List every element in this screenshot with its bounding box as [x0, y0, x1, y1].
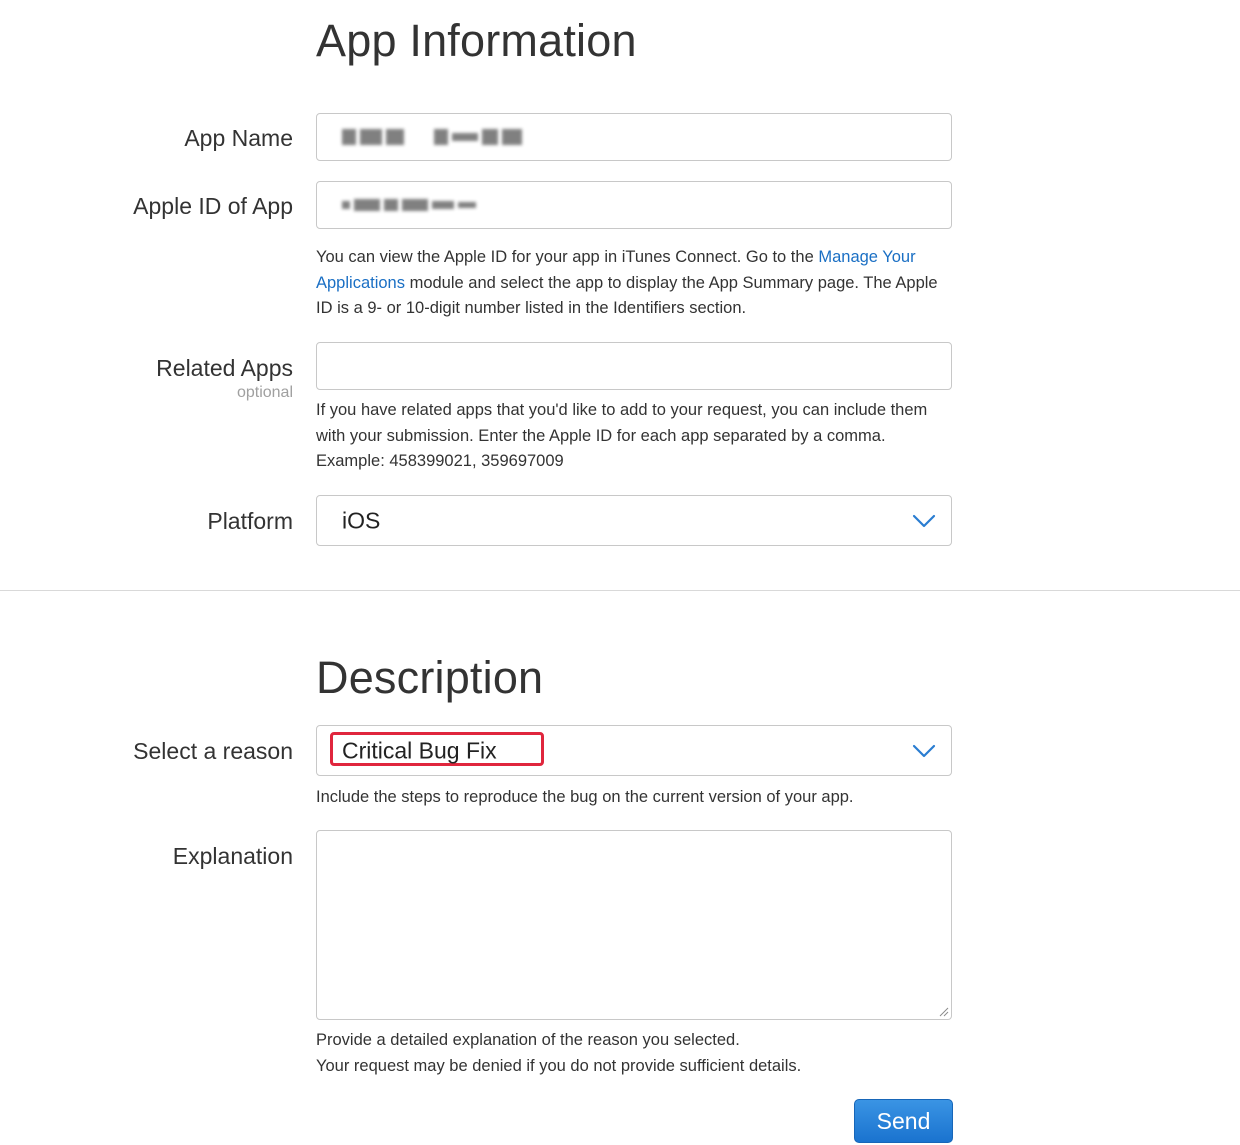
- related-apps-help-text: If you have related apps that you'd like to add to your request, you can include them with your submission. Enter the Apple ID for each app separated by a comma. Example: 458399021, 359697009: [316, 401, 928, 470]
- chevron-down-icon: [912, 514, 936, 528]
- reason-select[interactable]: [316, 725, 952, 776]
- explanation-help-line-2: Your request may be denied if you do not provide sufficient details.: [316, 1056, 802, 1075]
- apple-id-help-text: [316, 245, 952, 322]
- platform-label: Platform: [207, 508, 293, 534]
- related-apps-input[interactable]: [316, 342, 952, 390]
- select-reason-label: Select a reason: [133, 738, 293, 764]
- apple-id-input[interactable]: [316, 181, 952, 229]
- app-information-heading: App Information: [316, 15, 637, 66]
- description-heading: Description: [316, 652, 544, 703]
- platform-selected-value: iOS: [342, 507, 381, 533]
- apple-id-help-rest: module and select the app to display the App Summary page. The Apple ID is a 9- or 10-digit number listed in the Identifiers section.: [316, 273, 938, 317]
- explanation-help-text: [316, 1028, 952, 1079]
- app-name-label: App Name: [184, 125, 293, 151]
- explanation-textarea[interactable]: [316, 830, 952, 1020]
- redacted-app-name: [342, 128, 522, 146]
- reason-help-text: Include the steps to reproduce the bug on the current version of your app.: [316, 788, 854, 806]
- apple-id-label: Apple ID of App: [133, 193, 293, 219]
- related-apps-optional-hint: optional: [236, 384, 293, 401]
- chevron-down-icon: [912, 744, 936, 758]
- app-name-input[interactable]: [316, 113, 952, 161]
- reason-selected-value: Critical Bug Fix: [342, 737, 497, 763]
- platform-select[interactable]: [316, 495, 952, 546]
- explanation-help-line-1: Provide a detailed explanation of the reason you selected.: [316, 1031, 740, 1049]
- apple-id-help-intro: You can view the Apple ID for your app in iTunes Connect. Go to the: [316, 248, 819, 266]
- manage-your-applications-link[interactable]: Manage Your Applications: [316, 248, 916, 292]
- section-divider: [0, 590, 1240, 591]
- redacted-apple-id: [342, 196, 476, 214]
- resize-grip-icon[interactable]: [939, 1007, 949, 1017]
- related-apps-label: Related Apps: [156, 355, 293, 381]
- explanation-label: Explanation: [172, 843, 293, 869]
- send-button[interactable]: Send: [854, 1099, 953, 1143]
